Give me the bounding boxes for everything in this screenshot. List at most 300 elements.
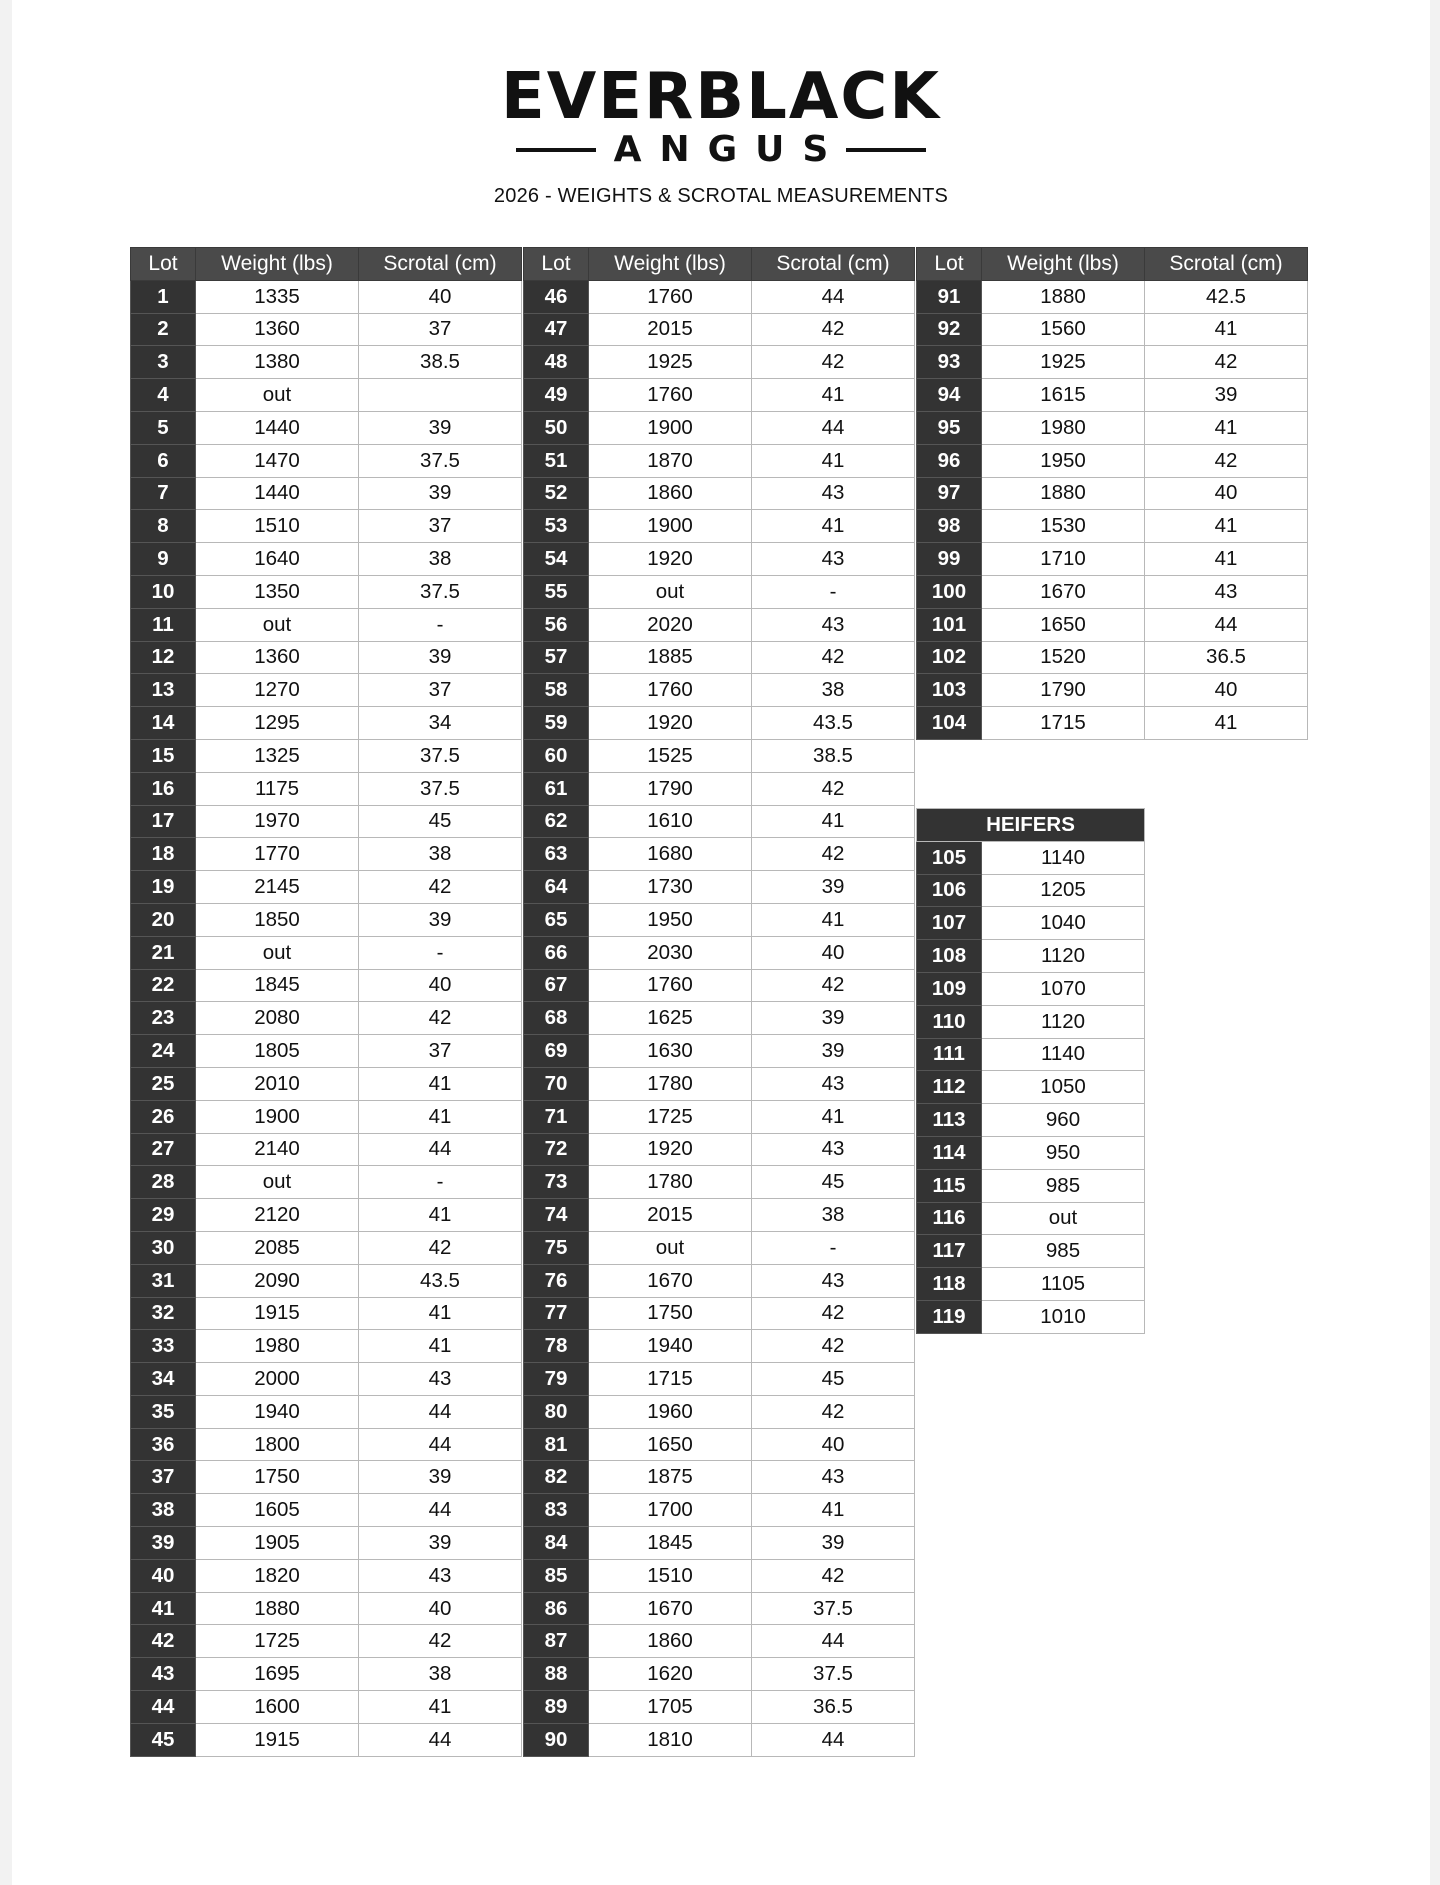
scrotal-value: 43.5 (752, 707, 915, 740)
scrotal-value: 42 (752, 1330, 915, 1363)
table-row (131, 1428, 522, 1461)
lot-number: 75 (524, 1231, 589, 1264)
weight-value: 1140 (982, 1038, 1145, 1071)
table-row (131, 1264, 522, 1297)
scrotal-value: 43.5 (359, 1264, 522, 1297)
table-row (917, 575, 1308, 608)
scrotal-value: 40 (359, 969, 522, 1002)
weight-value: out (589, 1231, 752, 1264)
scrotal-value: 38.5 (752, 739, 915, 772)
weight-value: 1175 (196, 772, 359, 805)
lot-number: 93 (917, 346, 982, 379)
scrotal-value: 42 (1145, 346, 1308, 379)
brand-sub: ANGUS (613, 129, 847, 170)
lot-number: 67 (524, 969, 589, 1002)
weight-value: 1800 (196, 1428, 359, 1461)
table-row (524, 379, 915, 412)
scrotal-value: 39 (752, 1035, 915, 1068)
lot-number: 41 (131, 1592, 196, 1625)
table-header-row (131, 248, 522, 281)
table-row (524, 1067, 915, 1100)
scrotal-value: 43 (752, 1461, 915, 1494)
bull-table-2 (523, 247, 915, 1757)
table-row (131, 805, 522, 838)
lot-number: 58 (524, 674, 589, 707)
table-row (131, 1527, 522, 1560)
lot-number: 35 (131, 1395, 196, 1428)
scrotal-value: 41 (359, 1199, 522, 1232)
weight-value: 1915 (196, 1297, 359, 1330)
table-row (131, 477, 522, 510)
scrotal-value: 41 (359, 1297, 522, 1330)
scrotal-value: 36.5 (752, 1691, 915, 1724)
table-row (131, 969, 522, 1002)
lot-number: 101 (917, 608, 982, 641)
scrotal-value: 39 (752, 1527, 915, 1560)
weight-value: 1920 (589, 543, 752, 576)
table-row (131, 1363, 522, 1396)
lot-number: 98 (917, 510, 982, 543)
logo-rule-right (846, 148, 926, 152)
table-row (917, 674, 1308, 707)
lot-number: 47 (524, 313, 589, 346)
scrotal-value: 37 (359, 674, 522, 707)
weight-value: 1520 (982, 641, 1145, 674)
scrotal-value: 44 (359, 1428, 522, 1461)
scrotal-value: 41 (752, 444, 915, 477)
table-row (524, 1166, 915, 1199)
scrotal-value: 41 (752, 805, 915, 838)
weight-value: 1850 (196, 903, 359, 936)
scrotal-value: 41 (359, 1067, 522, 1100)
table-row (131, 1199, 522, 1232)
scrotal-value: 38.5 (359, 346, 522, 379)
lot-number: 7 (131, 477, 196, 510)
lot-number: 60 (524, 739, 589, 772)
table-row (917, 1300, 1145, 1333)
weight-value: 1875 (589, 1461, 752, 1494)
weight-value: 1770 (196, 838, 359, 871)
weight-value: 1780 (589, 1067, 752, 1100)
table-row (524, 1363, 915, 1396)
scrotal-value: 43 (752, 543, 915, 576)
scrotal-value: 42 (752, 346, 915, 379)
table-row (131, 1035, 522, 1068)
lot-number: 81 (524, 1428, 589, 1461)
table-row (131, 641, 522, 674)
lot-number: 102 (917, 641, 982, 674)
weight-value: 1845 (196, 969, 359, 1002)
lot-number: 118 (917, 1268, 982, 1301)
lot-number: 2 (131, 313, 196, 346)
table-row (131, 871, 522, 904)
lot-number: 71 (524, 1100, 589, 1133)
scrotal-value: 41 (1145, 313, 1308, 346)
weight-value: 1810 (589, 1723, 752, 1756)
weight-value: 1325 (196, 739, 359, 772)
table-row (131, 1691, 522, 1724)
scrotal-value: 39 (1145, 379, 1308, 412)
weight-value: 1670 (589, 1592, 752, 1625)
weight-value: 1510 (196, 510, 359, 543)
lot-number: 116 (917, 1202, 982, 1235)
lot-header: Lot (524, 248, 589, 281)
lot-number: 114 (917, 1136, 982, 1169)
lot-number: 97 (917, 477, 982, 510)
weight-value: 1440 (196, 411, 359, 444)
table-row (917, 1202, 1145, 1235)
lot-number: 32 (131, 1297, 196, 1330)
table-row (524, 1297, 915, 1330)
table-row (131, 838, 522, 871)
weight-value: 1920 (589, 707, 752, 740)
weight-value: 1820 (196, 1559, 359, 1592)
lot-number: 76 (524, 1264, 589, 1297)
lot-number: 30 (131, 1231, 196, 1264)
bull-table-1 (130, 247, 522, 1757)
scrotal-value: 39 (359, 1527, 522, 1560)
lot-number: 111 (917, 1038, 982, 1071)
scrotal-value: 43 (752, 477, 915, 510)
weight-value: 1510 (589, 1559, 752, 1592)
weight-value: 1530 (982, 510, 1145, 543)
scrotal-value: 37.5 (359, 575, 522, 608)
table-row (131, 1133, 522, 1166)
weight-value: 960 (982, 1104, 1145, 1137)
lot-number: 14 (131, 707, 196, 740)
table-row (524, 1264, 915, 1297)
table-row (917, 379, 1308, 412)
scrotal-value: 42 (752, 1395, 915, 1428)
weight-value: 1790 (589, 772, 752, 805)
lot-number: 22 (131, 969, 196, 1002)
lot-number: 100 (917, 575, 982, 608)
table-row (524, 838, 915, 871)
scrotal-value: 40 (359, 280, 522, 313)
table-row (131, 903, 522, 936)
weight-value: 2010 (196, 1067, 359, 1100)
scrotal-value: 43 (752, 1264, 915, 1297)
lot-number: 115 (917, 1169, 982, 1202)
heifers-table (916, 808, 1145, 1334)
lot-number: 21 (131, 936, 196, 969)
lot-number: 49 (524, 379, 589, 412)
scrotal-value: 39 (359, 641, 522, 674)
weight-value: 1730 (589, 871, 752, 904)
scrotal-value: - (752, 1231, 915, 1264)
lot-number: 38 (131, 1494, 196, 1527)
table-row (524, 641, 915, 674)
weight-value: 1140 (982, 841, 1145, 874)
lot-number: 79 (524, 1363, 589, 1396)
heifers-header-row (917, 809, 1145, 842)
logo-rule-left (516, 148, 596, 152)
table-row (917, 543, 1308, 576)
scrotal-value: 45 (752, 1363, 915, 1396)
weight-value: 1725 (589, 1100, 752, 1133)
scrotal-value: 36.5 (1145, 641, 1308, 674)
lot-number: 66 (524, 936, 589, 969)
table-row (131, 1592, 522, 1625)
table-header-row (524, 248, 915, 281)
weight-value: 1860 (589, 1625, 752, 1658)
weight-value: 1120 (982, 1005, 1145, 1038)
scrotal-value: 41 (752, 1494, 915, 1527)
lot-number: 69 (524, 1035, 589, 1068)
table-row (131, 543, 522, 576)
weight-value: 1350 (196, 575, 359, 608)
table-row (524, 1133, 915, 1166)
scrotal-value: 39 (359, 1461, 522, 1494)
page-subtitle: 2026 - WEIGHTS & SCROTAL MEASUREMENTS (493, 185, 949, 207)
weight-value: 1915 (196, 1723, 359, 1756)
table-row (917, 477, 1308, 510)
weight-value: 1880 (982, 280, 1145, 313)
scrotal-value: 42 (359, 1002, 522, 1035)
table-row (131, 411, 522, 444)
table-row (524, 1592, 915, 1625)
table-row (524, 903, 915, 936)
scrotal-value: 39 (752, 871, 915, 904)
weight-value: 1270 (196, 674, 359, 707)
lot-number: 91 (917, 280, 982, 313)
weight-header: Weight (lbs) (196, 248, 359, 281)
lot-number: 59 (524, 707, 589, 740)
scrotal-header: Scrotal (cm) (359, 248, 522, 281)
weight-value: out (196, 608, 359, 641)
table-row (917, 1071, 1145, 1104)
table-row (524, 1461, 915, 1494)
lot-number: 46 (524, 280, 589, 313)
scrotal-value: 37 (359, 510, 522, 543)
scrotal-value: 42 (752, 1559, 915, 1592)
table-row (131, 575, 522, 608)
lot-number: 45 (131, 1723, 196, 1756)
lot-number: 61 (524, 772, 589, 805)
table-row (524, 674, 915, 707)
lot-number: 27 (131, 1133, 196, 1166)
weight-value: 1615 (982, 379, 1145, 412)
lot-number: 16 (131, 772, 196, 805)
scrotal-value: 41 (1145, 510, 1308, 543)
scrotal-value: 42 (359, 871, 522, 904)
scrotal-value: 41 (359, 1691, 522, 1724)
weight-value: 1725 (196, 1625, 359, 1658)
scrotal-value: 41 (1145, 411, 1308, 444)
lot-number: 24 (131, 1035, 196, 1068)
table-row (524, 871, 915, 904)
weight-value: 1940 (196, 1395, 359, 1428)
table-row (524, 1199, 915, 1232)
lot-number: 87 (524, 1625, 589, 1658)
table-row (131, 1723, 522, 1756)
weight-value: 1715 (589, 1363, 752, 1396)
table-row (131, 1231, 522, 1264)
weight-value: 1980 (196, 1330, 359, 1363)
table-row (917, 1005, 1145, 1038)
table-row (524, 1559, 915, 1592)
table-row (524, 1035, 915, 1068)
weight-value: out (196, 379, 359, 412)
scrotal-value (359, 379, 522, 412)
scrotal-value: 41 (1145, 543, 1308, 576)
weight-value: 2000 (196, 1363, 359, 1396)
weight-value: 1610 (589, 805, 752, 838)
scrotal-value: - (359, 608, 522, 641)
lot-number: 109 (917, 972, 982, 1005)
weight-value: 1105 (982, 1268, 1145, 1301)
weight-value: out (589, 575, 752, 608)
table-row (131, 1166, 522, 1199)
scrotal-value: 41 (752, 1100, 915, 1133)
lot-number: 48 (524, 346, 589, 379)
weight-value: 1880 (196, 1592, 359, 1625)
table-row (131, 1658, 522, 1691)
weight-value: 1620 (589, 1658, 752, 1691)
lot-number: 28 (131, 1166, 196, 1199)
table-row (131, 1395, 522, 1428)
table-row (524, 739, 915, 772)
lot-number: 119 (917, 1300, 982, 1333)
table-row (131, 280, 522, 313)
scrotal-value: 37 (359, 313, 522, 346)
lot-number: 94 (917, 379, 982, 412)
lot-number: 73 (524, 1166, 589, 1199)
lot-number: 90 (524, 1723, 589, 1756)
weight-value: 1885 (589, 641, 752, 674)
table-row (917, 707, 1308, 740)
scrotal-value: 40 (752, 1428, 915, 1461)
table-row (524, 543, 915, 576)
table-row (131, 1494, 522, 1527)
lot-number: 15 (131, 739, 196, 772)
lot-number: 77 (524, 1297, 589, 1330)
lot-number: 56 (524, 608, 589, 641)
weight-value: 1120 (982, 940, 1145, 973)
table-row (131, 510, 522, 543)
weight-value: 1600 (196, 1691, 359, 1724)
table-row (131, 346, 522, 379)
weight-value: 1950 (589, 903, 752, 936)
bull-table-3 (916, 247, 1308, 740)
weight-value: 1470 (196, 444, 359, 477)
weight-value: 985 (982, 1169, 1145, 1202)
scrotal-header: Scrotal (cm) (752, 248, 915, 281)
scrotal-value: 38 (359, 838, 522, 871)
table-row (524, 280, 915, 313)
table-row (917, 1104, 1145, 1137)
weight-value: 1940 (589, 1330, 752, 1363)
lot-number: 92 (917, 313, 982, 346)
lot-number: 34 (131, 1363, 196, 1396)
scrotal-value: 39 (752, 1002, 915, 1035)
scrotal-value: 44 (1145, 608, 1308, 641)
weight-value: 950 (982, 1136, 1145, 1169)
weight-value: 1845 (589, 1527, 752, 1560)
lot-number: 106 (917, 874, 982, 907)
table-row (131, 1330, 522, 1363)
lot-number: 9 (131, 543, 196, 576)
weight-value: 1880 (982, 477, 1145, 510)
scrotal-value: 44 (752, 1723, 915, 1756)
table-row (524, 1723, 915, 1756)
table-row (131, 1002, 522, 1035)
lot-number: 53 (524, 510, 589, 543)
table-row (917, 1235, 1145, 1268)
weight-value: 1650 (982, 608, 1145, 641)
lot-number: 108 (917, 940, 982, 973)
table-row (131, 1297, 522, 1330)
lot-number: 55 (524, 575, 589, 608)
scrotal-value: 39 (359, 903, 522, 936)
scrotal-value: 44 (752, 1625, 915, 1658)
weight-value: 1360 (196, 313, 359, 346)
table-row (917, 874, 1145, 907)
scrotal-value: 43 (359, 1559, 522, 1592)
table-row (131, 936, 522, 969)
weight-value: 1715 (982, 707, 1145, 740)
table-row (917, 1169, 1145, 1202)
lot-number: 20 (131, 903, 196, 936)
heifers-title: HEIFERS (917, 809, 1145, 842)
weight-value: 1900 (589, 510, 752, 543)
lot-number: 1 (131, 280, 196, 313)
lot-number: 26 (131, 1100, 196, 1133)
table-header-row (917, 248, 1308, 281)
lot-number: 8 (131, 510, 196, 543)
table-row (131, 772, 522, 805)
weight-value: out (982, 1202, 1145, 1235)
table-row (917, 411, 1308, 444)
table-row (524, 411, 915, 444)
lot-number: 74 (524, 1199, 589, 1232)
lot-number: 40 (131, 1559, 196, 1592)
table-row (524, 444, 915, 477)
table-row (524, 1494, 915, 1527)
lot-number: 80 (524, 1395, 589, 1428)
weight-value: 1925 (589, 346, 752, 379)
scrotal-value: 42 (752, 772, 915, 805)
lot-number: 3 (131, 346, 196, 379)
weight-value: 2140 (196, 1133, 359, 1166)
lot-number: 50 (524, 411, 589, 444)
table-row (524, 1625, 915, 1658)
scrotal-value: 40 (1145, 674, 1308, 707)
lot-number: 36 (131, 1428, 196, 1461)
lot-number: 39 (131, 1527, 196, 1560)
table-row (131, 1067, 522, 1100)
scrotal-value: 41 (752, 903, 915, 936)
scrotal-value: 42 (752, 641, 915, 674)
lot-number: 82 (524, 1461, 589, 1494)
table-row (917, 608, 1308, 641)
scrotal-value: 39 (359, 477, 522, 510)
weight-value: 1860 (589, 477, 752, 510)
table-row (917, 1268, 1145, 1301)
scrotal-value: 42 (752, 969, 915, 1002)
scrotal-value: 45 (359, 805, 522, 838)
weight-value: 2120 (196, 1199, 359, 1232)
weight-value: 1700 (589, 1494, 752, 1527)
weight-value: out (196, 936, 359, 969)
lot-number: 112 (917, 1071, 982, 1104)
weight-value: 1760 (589, 674, 752, 707)
scrotal-value: 37.5 (752, 1592, 915, 1625)
table-row (524, 936, 915, 969)
weight-value: 1670 (982, 575, 1145, 608)
weight-value: 1440 (196, 477, 359, 510)
scrotal-value: 37.5 (359, 772, 522, 805)
